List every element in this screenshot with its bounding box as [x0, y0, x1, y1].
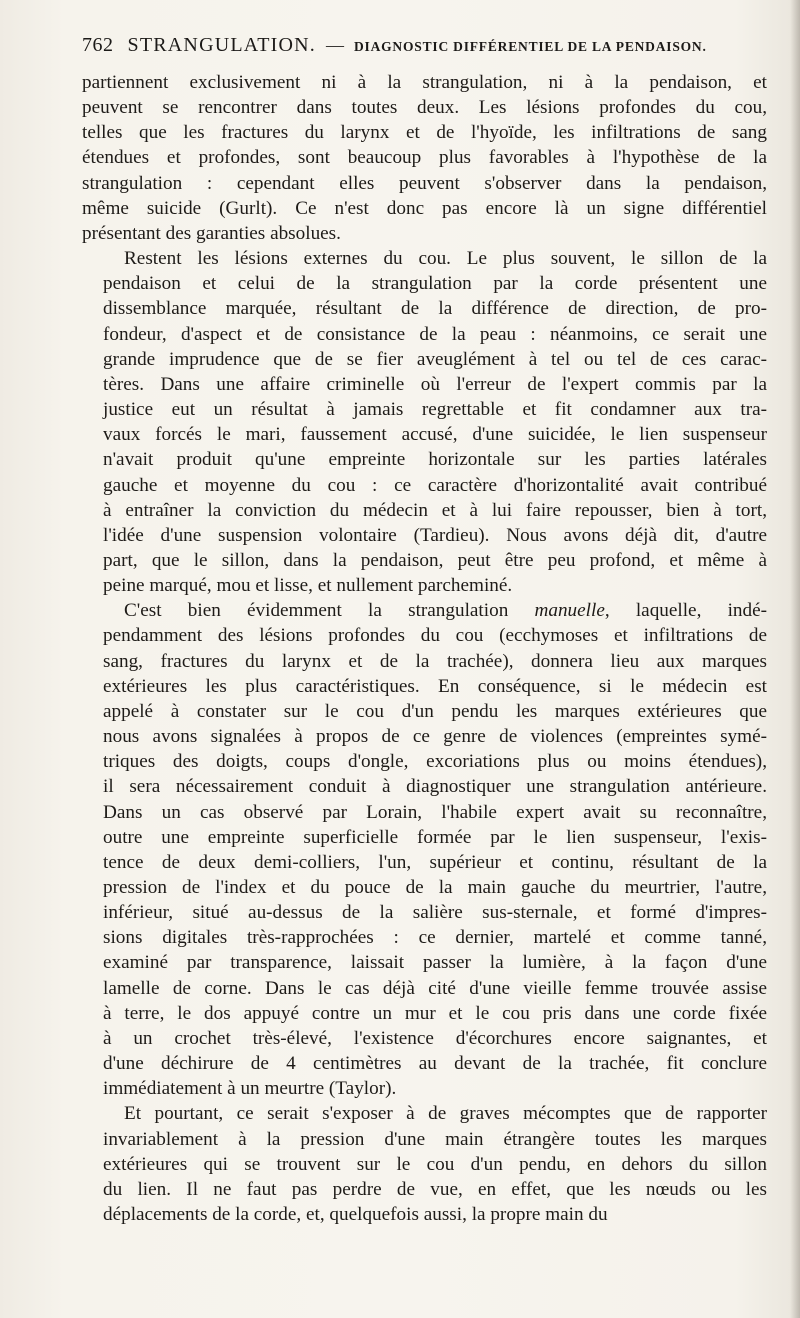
header-separator: — [325, 35, 344, 55]
text-line: nous avons signalées à propos de ce genre de violences (empreintes symé- [103, 726, 767, 748]
text-line: tence de deux demi-colliers, l'un, supérieur et continu, résultant de la [103, 851, 767, 873]
text-line: sang, fractures du larynx et de la trachée), donnera lieu aux marques [103, 650, 767, 672]
text-line: pression de l'index et du pouce de la main gauche du meurtrier, l'autre, [103, 877, 767, 898]
text-line: Et pourtant, ce serait s'exposer à de graves mécomptes que de rapporter [124, 1103, 767, 1125]
paragraph [82, 1101, 767, 1227]
text-line: sions digitales très-rapprochées : ce dernier, martelé et comme tanné, [103, 927, 767, 949]
text-line: à entraîner la conviction du médecin et à lui faire repousser, bien à tort, [103, 499, 767, 521]
body-text [82, 70, 767, 1227]
paragraph [82, 70, 767, 246]
text-line: outre une empreinte superficielle formée par le lien suspenseur, l'exis- [103, 826, 767, 848]
text-line: à un crochet très-élevé, l'existence d'écorchures encore saignantes, et [103, 1027, 767, 1049]
text-line: peine marqué, mou et lisse, et nullement parcheminé. [103, 575, 513, 597]
paragraph [82, 598, 767, 1101]
text-line: Dans un cas observé par Lorain, l'habile expert avait su reconnaître, [103, 801, 767, 823]
paragraph [82, 246, 767, 598]
text-line: dissemblance marquée, résultant de la différence de direction, de pro- [103, 298, 767, 320]
text-line: C'est bien évidemment la strangulation manuelle, laquelle, indé- [124, 600, 767, 622]
text-line: déplacements de la corde, et, quelquefois aussi, la propre main du [103, 1204, 608, 1226]
text-line: étendues et profondes, sont beaucoup plus favorables à l'hypothèse de la [82, 147, 767, 169]
text-line: tères. Dans une affaire criminelle où l'erreur de l'expert commis par la [103, 373, 767, 395]
running-subtitle: DIAGNOSTIC DIFFÉRENTIEL DE LA PENDAISON. [353, 39, 707, 54]
text-line: vaux forcés le mari, faussement accusé, d'une suicidée, le lien suspenseur [103, 424, 767, 446]
text-line: même suicide (Gurlt). Ce n'est donc pas encore là un signe différentiel [82, 197, 767, 219]
text-line: grande imprudence que de se fier aveuglément à tel ou tel de ces carac- [103, 348, 767, 370]
text-line: il sera nécessairement conduit à diagnostiquer une strangulation antérieure. [103, 776, 767, 798]
text-line: strangulation : cependant elles peuvent s'observer dans la pendaison, [82, 172, 767, 194]
text-line: telles que les fractures du larynx et de l'hyoïde, les infiltrations de sang [82, 122, 767, 144]
emphasis: manuelle [534, 600, 605, 622]
text-line: partiennent exclusivement ni à la strangulation, ni à la pendaison, et [82, 72, 767, 93]
text-line: pendaison et celui de la strangulation par la corde présentent une [103, 273, 767, 295]
text-line: présentant des garanties absolues. [82, 222, 341, 244]
text-line: part, que le sillon, dans la pendaison, peut être peu profond, et même à [103, 549, 767, 571]
text-line: extérieures les plus caractéristiques. En conséquence, si le médecin est [103, 675, 767, 697]
page-number: 762 [82, 34, 114, 56]
running-header [82, 34, 772, 60]
text-line: du lien. Il ne faut pas perdre de vue, en effet, que les nœuds ou les [103, 1178, 767, 1200]
text-line: d'une déchirure de 4 centimètres au devant de la trachée, fit conclure [103, 1053, 767, 1075]
text-line: gauche et moyenne du cou : ce caractère d'horizontalité avait contribué [103, 474, 767, 496]
text-line: immédiatement à un meurtre (Taylor). [103, 1078, 397, 1100]
text-line: appelé à constater sur le cou d'un pendu les marques extérieures que [103, 700, 767, 722]
text-line: Restent les lésions externes du cou. Le plus souvent, le sillon de la [124, 248, 767, 270]
text-line: à terre, le dos appuyé contre un mur et le cou pris dans une corde fixée [103, 1002, 767, 1024]
text-line: peuvent se rencontrer dans toutes deux. Les lésions profondes du cou, [82, 97, 767, 119]
running-title: STRANGULATION. [127, 34, 316, 56]
text-line: n'avait produit qu'une empreinte horizontale sur les parties latérales [103, 449, 767, 471]
page-spine-shadow [790, 0, 800, 1318]
text-line: triques des doigts, coups d'ongle, excoriations plus ou moins étendues), [103, 751, 767, 773]
text-line: examiné par transparence, laissait passer la lumière, à la façon d'une [103, 952, 767, 974]
text-line: pendamment des lésions profondes du cou (ecchymoses et infiltrations de [103, 625, 767, 647]
text-line: inférieur, situé au-dessus de la salière sus-sternale, et formé d'impres- [103, 902, 767, 924]
text-line: fondeur, d'aspect et de consistance de la peau : néanmoins, ce serait une [103, 323, 767, 345]
text-line: lamelle de corne. Dans le cas déjà cité d'une vieille femme trouvée assise [103, 977, 767, 999]
text-line: extérieures qui se trouvent sur le cou d'un pendu, en dehors du sillon [103, 1153, 767, 1175]
text-line: l'idée d'une suspension volontaire (Tardieu). Nous avons déjà dit, d'autre [103, 524, 767, 546]
text-line: justice eut un résultat à jamais regrettable et fit condamner aux tra- [103, 399, 767, 421]
text-line: invariablement à la pression d'une main étrangère toutes les marques [103, 1128, 767, 1150]
